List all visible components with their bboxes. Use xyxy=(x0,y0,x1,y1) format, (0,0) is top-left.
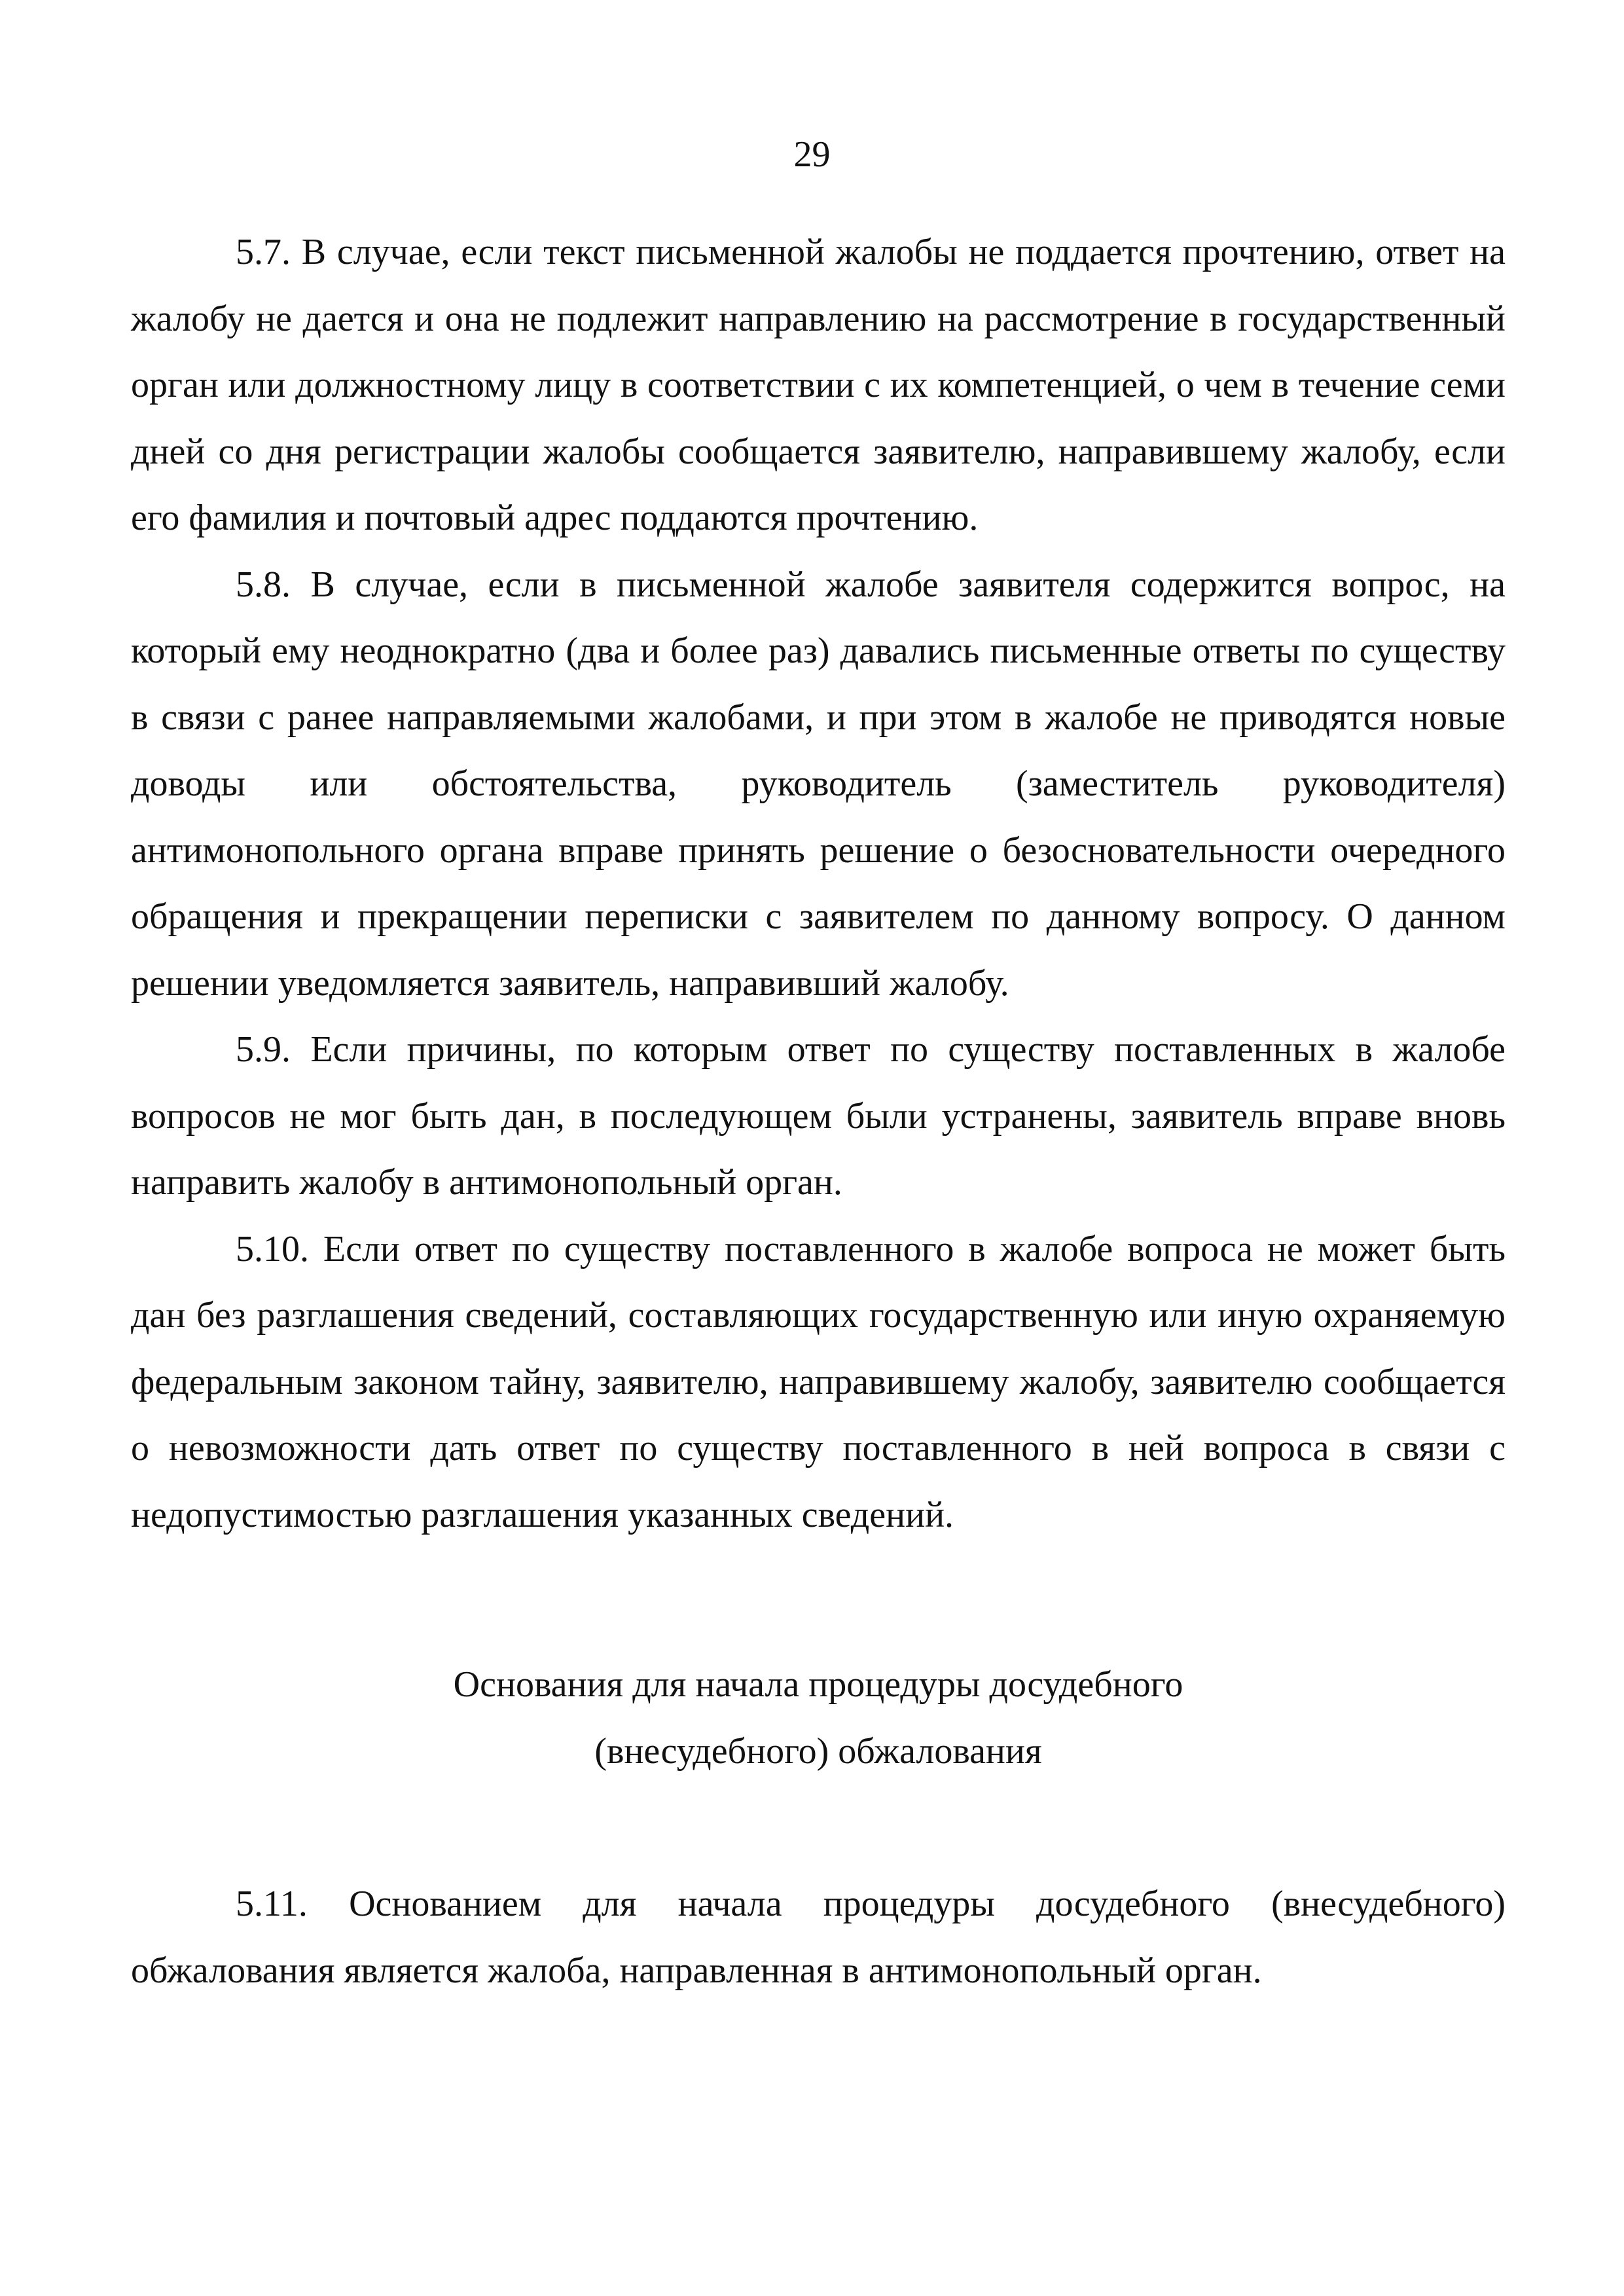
paragraph-5-11: 5.11. Основанием для начала процедуры досудебного (внесудебного) обжалования является жалоба, направленная в антимонопольный орган. xyxy=(131,1884,1506,1991)
paragraph-5-9: 5.9. Если причины, по которым ответ по существу поставленных в жалобе вопросов не мог быть дан, в последующем были устранены, заявитель вправе вновь направить жалобу в антимонопольный орган. xyxy=(131,1029,1506,1203)
section-heading-line-1: Основания для начала процедуры досудебного xyxy=(453,1664,1183,1705)
document-body xyxy=(131,219,1506,2004)
section-heading-line-2: (внесудебного) обжалования xyxy=(594,1730,1042,1772)
paragraph-5-8: 5.8. В случае, если в письменной жалобе заявителя содержится вопрос, на который ему неоднократно (два и более раз) давались письменные ответы по существу в связи с ранее направляемыми жалобами, и при этом в жалобе не приводятся новые доводы или обстоятельства, руководитель (заместитель руководителя) антимонопольного органа вправе принять решение о безосновательности очередного обращения и прекращении переписки с заявителем по данному вопросу. О данном решении уведомляется заявитель, направивший жалобу. xyxy=(131,564,1506,1004)
section-heading xyxy=(131,1652,1506,1785)
page-number: 29 xyxy=(793,134,831,175)
paragraph-5-7: 5.7. В случае, если текст письменной жалобы не поддается прочтению, ответ на жалобу не дается и она не подлежит направлению на рассмотрение в государственный орган или должностному лицу в соответствии с их компетенцией, о чем в течение семи дней со дня регистрации жалобы сообщается заявителю, направившему жалобу, если его фамилия и почтовый адрес поддаются прочтению. xyxy=(131,232,1506,538)
paragraph-5-10: 5.10. Если ответ по существу поставленного в жалобе вопроса не может быть дан без разглашения сведений, составляющих государственную или иную охраняемую федеральным законом тайну, заявителю, направившему жалобу, заявителю сообщается о невозможности дать ответ по существу поставленного в ней вопроса в связи с недопустимостью разглашения указанных сведений. xyxy=(131,1228,1506,1535)
